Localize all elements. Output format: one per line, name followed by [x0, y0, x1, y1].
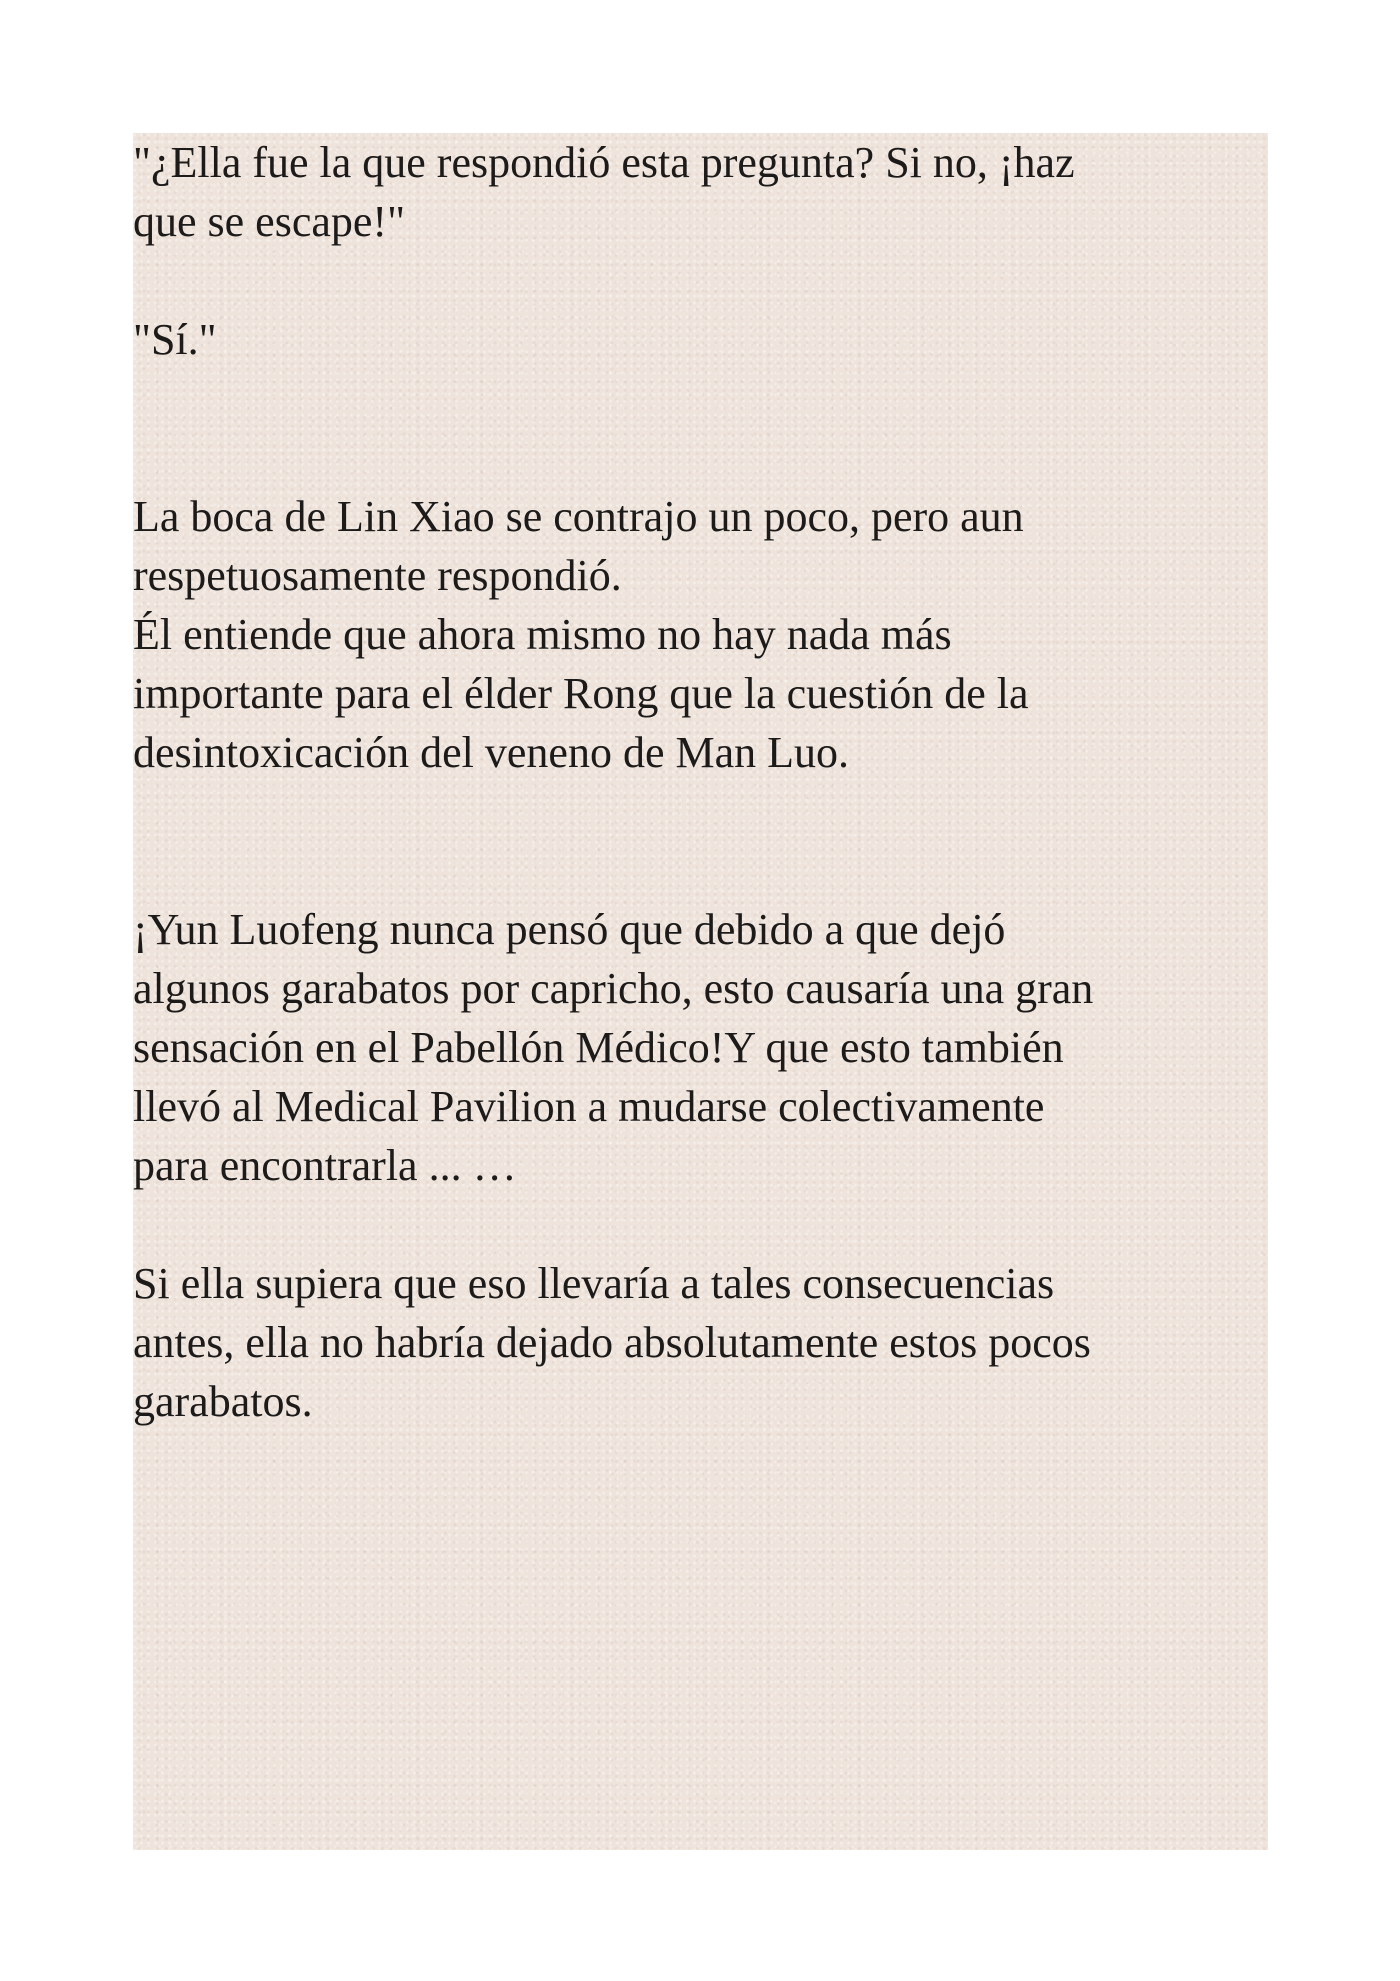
paragraph-2: "Sí." — [133, 315, 217, 364]
document-body — [133, 133, 1268, 1431]
paragraph-3: La boca de Lin Xiao se contrajo un poco, pero aun respetuosamente respondió. Él entiende que ahora mismo no hay nada más importante para el élder Rong que la cuestión de la desintoxicación del veneno de Man Luo. — [133, 492, 1029, 777]
paragraph-4: ¡Yun Luofeng nunca pensó que debido a que dejó algunos garabatos por capricho, esto causaría una gran sensación en el Pabellón Médico!Y que esto también llevó al Medical Pavilion a mudarse colectivamente para encontrarla ... … — [133, 905, 1094, 1190]
paragraph-1: "¿Ella fue la que respondió esta pregunta? Si no, ¡haz que se escape!" — [133, 138, 1075, 246]
paragraph-5: Si ella supiera que eso llevaría a tales consecuencias antes, ella no habría dejado absolutamente estos pocos garabatos. — [133, 1259, 1091, 1426]
